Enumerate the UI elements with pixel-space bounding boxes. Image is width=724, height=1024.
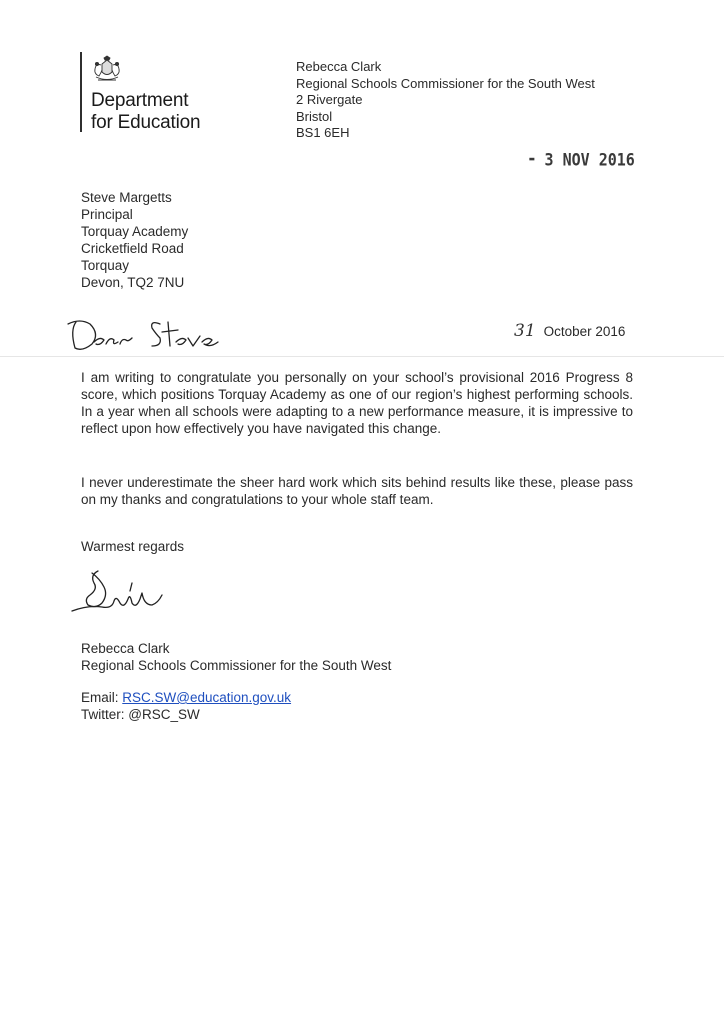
signer-name: Rebecca Clark	[81, 641, 170, 656]
twitter-line	[81, 706, 291, 723]
sender-line: 2 Rivergate	[296, 92, 363, 107]
sender-line: Regional Schools Commissioner for the South West	[296, 75, 595, 91]
letter-date	[514, 321, 625, 341]
recipient-line: Principal	[81, 207, 133, 222]
signer-block	[81, 640, 391, 674]
date-month-year: October 2016	[543, 324, 626, 339]
recipient-line: Cricketfield Road	[81, 241, 184, 256]
dfe-logo	[80, 52, 230, 137]
closing-line: Warmest regards	[81, 539, 185, 554]
contact-block	[81, 689, 291, 723]
handwritten-signature	[68, 565, 188, 627]
handwritten-salutation	[60, 308, 250, 358]
signer-title: Regional Schools Commissioner for the South West	[81, 658, 392, 673]
sender-address	[296, 59, 595, 142]
recipient-address	[81, 189, 188, 291]
email-line	[81, 689, 291, 706]
fold-line	[0, 356, 724, 357]
letter-body	[81, 369, 633, 507]
email-link[interactable]: RSC.SW@education.gov.uk	[122, 690, 292, 705]
email-label: Email:	[81, 690, 123, 705]
body-paragraph-1: I am writing to congratulate you personally on your school’s provisional 2016 Progress 8 score, which positions Torquay Academy as one of our region’s highest performing schools. In a year when all schools were adapting to a new performance measure, it is impressive to reflect upon how effectively you have navigated this change.	[81, 370, 633, 436]
sender-line: BS1 6EH	[296, 125, 350, 140]
twitter-handle: @RSC_SW	[128, 707, 200, 722]
recipient-line: Torquay Academy	[81, 224, 189, 239]
logo-text-line2: for Education	[91, 112, 201, 133]
handwritten-day: 31	[514, 321, 536, 341]
twitter-label: Twitter:	[81, 707, 129, 722]
logo-rule	[80, 52, 82, 132]
recipient-line: Torquay	[81, 258, 130, 273]
recipient-line: Steve Margetts	[81, 190, 172, 205]
sender-line: Bristol	[296, 108, 333, 124]
received-date-stamp: ⁃ 3 NOV 2016	[528, 149, 635, 171]
body-paragraph-2: I never underestimate the sheer hard work which sits behind results like these, please pass on my thanks and congratulations to your whole staff team.	[81, 475, 633, 507]
recipient-line: Devon, TQ2 7NU	[81, 275, 185, 290]
royal-coat-of-arms-icon	[90, 55, 124, 85]
sender-line: Rebecca Clark	[296, 59, 382, 74]
logo-text-line1: Department	[91, 90, 189, 111]
